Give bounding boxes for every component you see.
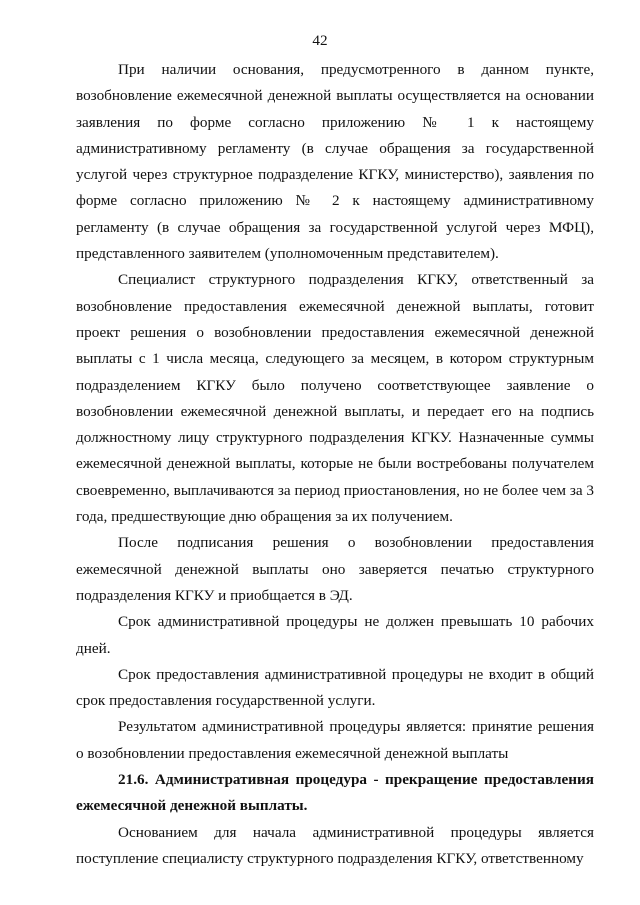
paragraph-decision-certified: После подписания решения о возобновлении предоставления ежемесячной денежной выплаты оно заверяется печатью структурного подразделения КГКУ и приобщается в ЭД.	[76, 534, 594, 604]
page-number: 42	[312, 32, 328, 49]
paragraph-specialist-prepares-decision: Специалист структурного подразделения КГКУ, ответственный за возобновление предоставления ежемесячной денежной выплаты, готовит проект решения о возобновлении предоставления ежемесячной денежной выплаты с 1 числа месяца, следующего за месяцем, в котором структурным подразделением КГКУ было получено соответствующее заявление о возобновлении ежемесячной денежной выплаты, и передает его на подпись должностному лицу структурного подразделения КГКУ. Назначенные суммы ежемесячной денежной выплаты, которые не были востребованы получателем своевременно, выплачиваются за период приостановления, но не более чем за 3 года, предшествующие дню обращения за их получением.	[76, 271, 594, 526]
paragraph-termination-basis: Основанием для начала административной процедуры является поступление специалисту структурного подразделения КГКУ, ответственному	[76, 823, 594, 867]
document-body	[76, 57, 594, 872]
paragraph-procedure-result: Результатом административной процедуры является: принятие решения о возобновлении предоставления ежемесячной денежной выплаты	[76, 718, 594, 762]
paragraph-resumption-basis: При наличии основания, предусмотренного в данном пункте, возобновление ежемесячной денежной выплаты осуществляется на основании заявления по форме согласно приложению № 1 к настоящему административному регламенту (в случае обращения за государственной услугой через структурное подразделение КГКУ, министерство), заявления по форме согласно приложению № 2 к настоящему административному регламенту (в случае обращения за государственной услугой через МФЦ), представленного заявителем (уполномоченным представителем).	[76, 61, 594, 263]
paragraph-procedure-deadline: Срок административной процедуры не должен превышать 10 рабочих дней.	[76, 613, 594, 657]
section-heading-21-6: 21.6. Административная процедура - прекращение предоставления ежемесячной денежной выплаты.	[76, 771, 594, 815]
paragraph-term-exclusion: Срок предоставления административной процедуры не входит в общий срок предоставления государственной услуги.	[76, 665, 594, 710]
